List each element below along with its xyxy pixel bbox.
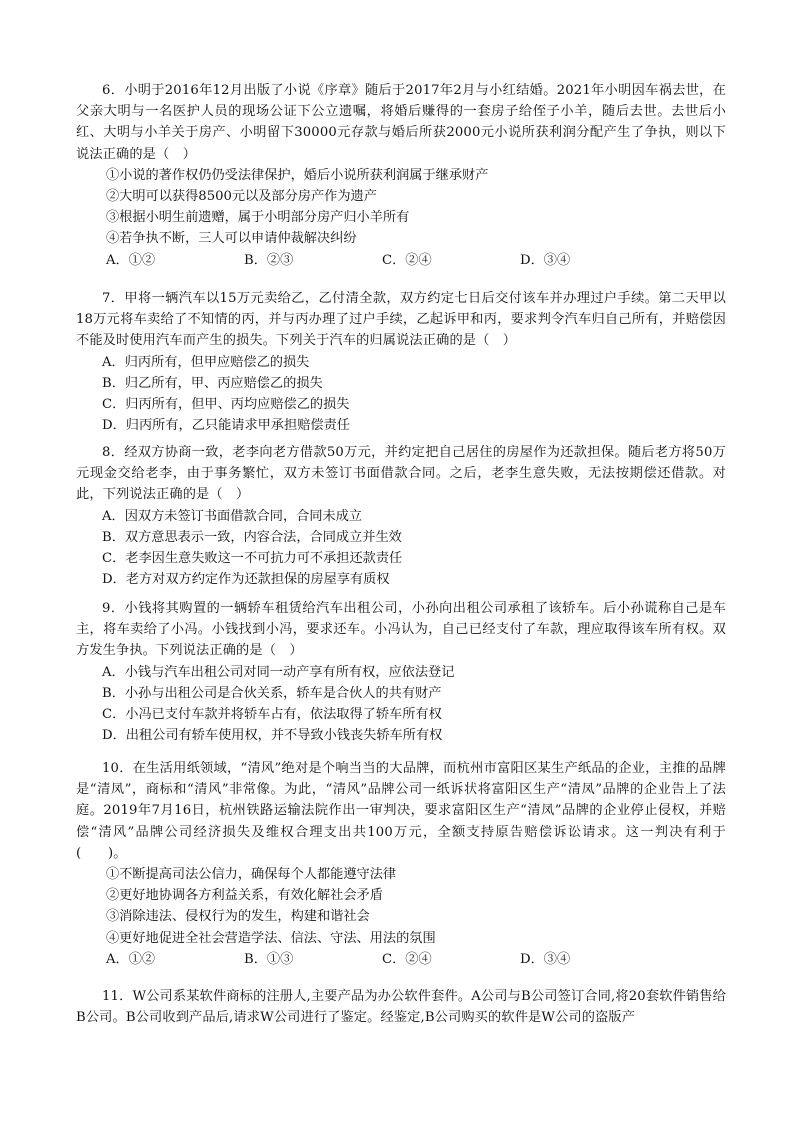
question-11 — [76, 986, 726, 1028]
question-stem: 11．W公司系某软件商标的注册人,主要产品为办公软件套件。A公司与B公司签订合同,将20套软件销售给B公司。B公司收到产品后,请求W公司进行了鉴定。经鉴定,B公司购买的软件是W公司的盗版产 — [76, 989, 726, 1026]
option-d: D．归丙所有，乙只能请求甲承担赔偿责任 — [102, 418, 350, 434]
option-c: C．老李因生意失败这一不可抗力可不承担还款责任 — [102, 551, 403, 567]
choice-d: D．③④ — [520, 951, 571, 967]
answer-choices — [76, 949, 726, 970]
option-a: A．小钱与汽车出租公司对同一动产享有所有权，应依法登记 — [102, 664, 455, 680]
statement-3: ③根据小明生前遗赠，属于小明部分房产归小羊所有 — [106, 210, 410, 226]
question-stem: 10．在生活用纸领域，“清风”绝对是个响当当的大品牌，而杭州市富阳区某生产纸品的企业，主推的品牌是“清凤”，商标和“清风”非常像。为此，“清风”品牌公司一纸诉状将富阳区生产“清凤”品牌的企业告上了法庭。2019年7月16日，杭州铁路运输法院作出一审判决，要求富阳区生产“清凤”品牌的企业停止侵权，并赔偿“清风”品牌公司经济损失及维权合理支出共100万元，全额支持原告赔偿诉讼请求。这一判决有利于( )。 — [76, 761, 726, 861]
answer-choices — [76, 250, 726, 271]
option-c: C．小冯已支付车款并将轿车占有，依法取得了轿车所有权 — [102, 707, 442, 723]
choice-c: C．②④ — [382, 252, 432, 268]
option-b: B．归乙所有，甲、丙应赔偿乙的损失 — [102, 375, 323, 391]
option-d: D．出租公司有轿车使用权，并不导致小钱丧失轿车所有权 — [102, 728, 443, 744]
question-8 — [76, 442, 726, 590]
option-c: C．归丙所有，但甲、丙均应赔偿乙的损失 — [102, 397, 350, 413]
statement-1: ①小说的著作权仍仍受法律保护，婚后小说所获利润属于继承财产 — [106, 167, 489, 183]
option-a: A．因双方未签订书面借款合同，合同未成立 — [102, 508, 363, 524]
question-stem: 7．甲将一辆汽车以15万元卖给乙，乙付清全款，双方约定七日后交付该车并办理过户手续。第二天甲以18万元将车卖给了不知情的丙，并与丙办理了过户手续，乙起诉甲和丙，要求判令汽车归自己所有，并赔偿因不能及时使用汽车而产生的损失。下列关于汽车的归属说法正确的是（ ） — [76, 291, 726, 349]
question-stem: 8．经双方协商一致，老李向老方借款50万元，并约定把自己居住的房屋作为还款担保。随后老方将50万元现金交给老李，由于事务繁忙，双方未签订书面借款合同。之后，老李生意失败，无法按期偿还借款。对此，下列说法正确的是（ ） — [76, 445, 726, 503]
question-6 — [76, 80, 726, 271]
option-a: A．归丙所有，但甲应赔偿乙的损失 — [102, 354, 310, 370]
option-b: B．小孙与出租公司是合伙关系，轿车是合伙人的共有财产 — [102, 685, 442, 701]
question-10 — [76, 758, 726, 970]
option-b: B．双方意思表示一致，内容合法，合同成立并生效 — [102, 529, 402, 545]
statement-2: ②更好地协调各方利益关系，有效化解社会矛盾 — [106, 888, 383, 904]
statement-4: ④若争执不断，三人可以申请仲裁解决纠纷 — [106, 231, 357, 247]
statement-2: ②大明可以获得8500元以及部分房产作为遗产 — [106, 189, 377, 205]
statement-3: ③消除违法、侵权行为的发生，构建和谐社会 — [106, 909, 370, 925]
question-stem: 9．小钱将其购置的一辆轿车租赁给汽车出租公司，小孙向出租公司承租了该轿车。后小孙谎称自己是车主，将车卖给了小冯。小钱找到小冯，要求还车。小冯认为，自己已经支付了车款，理应取得该车所有权。双方发生争执。下列说法正确的是（ ） — [76, 601, 726, 659]
choice-b: B．①③ — [244, 951, 294, 967]
question-7 — [76, 288, 726, 436]
statement-1: ①不断提高司法公信力，确保每个人都能遵守法律 — [106, 867, 397, 883]
option-d: D．老方对双方约定作为还款担保的房屋享有质权 — [102, 572, 390, 588]
choice-a: A．①② — [106, 951, 156, 967]
statement-4: ④更好地促进全社会营造学法、信法、守法、用法的氛围 — [106, 930, 436, 946]
question-9 — [76, 598, 726, 746]
choice-c: C．②④ — [382, 951, 432, 967]
choice-b: B．②③ — [244, 252, 294, 268]
question-stem: 6．小明于2016年12月出版了小说《序章》随后于2017年2月与小红结婚。2021年小明因车祸去世，在父亲大明与一名医护人员的现场公证下公立遗嘱，将婚后赚得的一套房子给侄子小羊，随后去世。去世后小红、大明与小羊关于房产、小明留下30000元存款与婚后所获2000元小说所获利润分配产生了争执，则以下说法正确的是（ ） — [76, 83, 726, 162]
choice-a: A．①② — [106, 252, 156, 268]
choice-d: D．③④ — [520, 252, 571, 268]
